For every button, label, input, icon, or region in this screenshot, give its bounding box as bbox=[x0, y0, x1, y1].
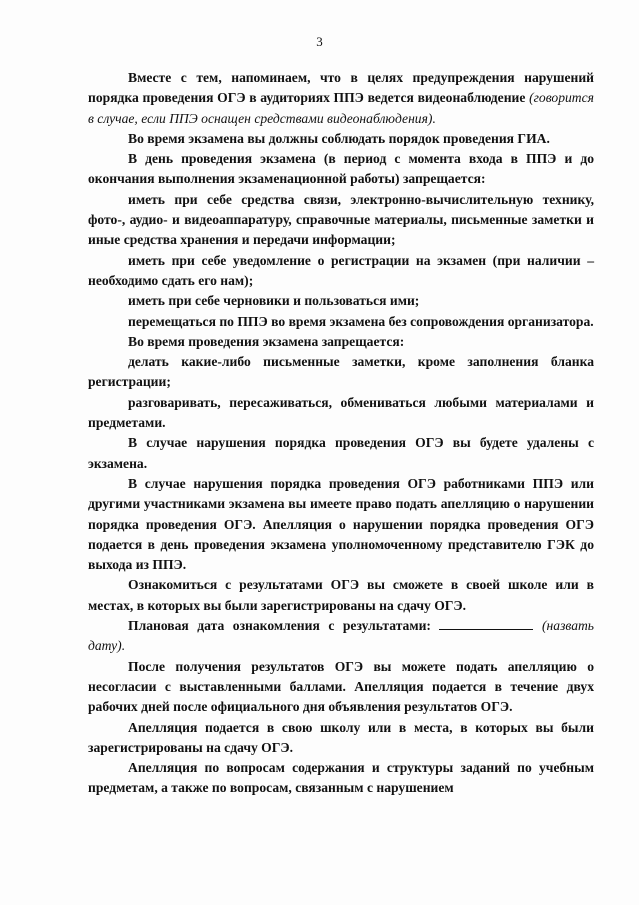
instruction-note: (назвать дату). bbox=[88, 618, 594, 654]
paragraph-results-date bbox=[88, 616, 594, 657]
paragraph-appeal-violation: В случае нарушения порядка проведения ОГЭ работниками ППЭ или другими участниками экзамена вы имеете право подать апелляцию о нарушении порядка проведения ОГЭ. Апелляция о нарушении порядка проведения ОГЭ подается в день проведения экзамена уполномоченному представителю ГЭК до выхода из ППЭ. bbox=[88, 475, 594, 573]
paragraph-written-notes: делать какие-либо письменные заметки, кроме заполнения бланка регистрации; bbox=[88, 354, 594, 390]
paragraph-text: Вместе с тем, напоминаем, что в целях предупреждения нарушений порядка проведения ОГЭ в аудиториях ППЭ ведется видеонаблюдение bbox=[88, 70, 594, 106]
paragraph-appeal-content: Апелляция по вопросам содержания и структуры заданий по учебным предметам, а также по вопросам, связанным с нарушением bbox=[88, 760, 594, 796]
paragraph-talking: разговаривать, пересаживаться, обмениваться любыми материалами и предметами. bbox=[88, 394, 594, 431]
paragraph-communication-devices: иметь при себе средства связи, электронно-вычислительную технику, фото-, аудио- и видеоаппаратуру, справочные материалы, письменные заметки и иные средства хранения и передачи информации; bbox=[88, 191, 594, 248]
paragraph-video-surveillance bbox=[88, 68, 594, 129]
paragraph-registration-notice: иметь при себе уведомление о регистрации на экзамен (при наличии – необходимо сдать его нам); bbox=[88, 252, 594, 288]
paragraph-results-location: Ознакомиться с результатами ОГЭ вы сможете в своей школе или в местах, в которых вы были зарегистрированы на сдачу ОГЭ. bbox=[88, 577, 594, 613]
instruction-note: (говорится в случае, если ППЭ оснащен средствами видеонаблюдения). bbox=[88, 90, 594, 126]
paragraph-appeal-disagreement: После получения результатов ОГЭ вы можете подать апелляцию о несогласии с выставленными баллами. Апелляция подается в течение двух рабочих дней после официального дня объявления результатов ОГЭ. bbox=[88, 658, 594, 715]
paragraph-appeal-where: Апелляция подается в свою школу или в места, в которых вы были зарегистрированы на сдачу ОГЭ. bbox=[88, 719, 594, 755]
document-body bbox=[88, 68, 594, 799]
paragraph-during-exam-prohibitions: Во время проведения экзамена запрещается: bbox=[128, 333, 405, 349]
paragraph-text: Плановая дата ознакомления с результатами: bbox=[128, 618, 431, 634]
paragraph-removal: В случае нарушения порядка проведения ОГЭ вы будете удалены с экзамена. bbox=[88, 435, 594, 471]
page-number: 3 bbox=[316, 34, 323, 49]
paragraph-movement: перемещаться по ППЭ во время экзамена без сопровождения организатора. bbox=[128, 313, 594, 329]
paragraph-drafts: иметь при себе черновики и пользоваться ими; bbox=[128, 293, 420, 309]
paragraph-exam-day-prohibitions: В день проведения экзамена (в период с момента входа в ППЭ и до окончания выполнения экзаменационной работы) запрещается: bbox=[88, 151, 594, 187]
paragraph-exam-order: Во время экзамена вы должны соблюдать порядок проведения ГИА. bbox=[128, 130, 550, 146]
date-blank-line bbox=[439, 617, 533, 630]
